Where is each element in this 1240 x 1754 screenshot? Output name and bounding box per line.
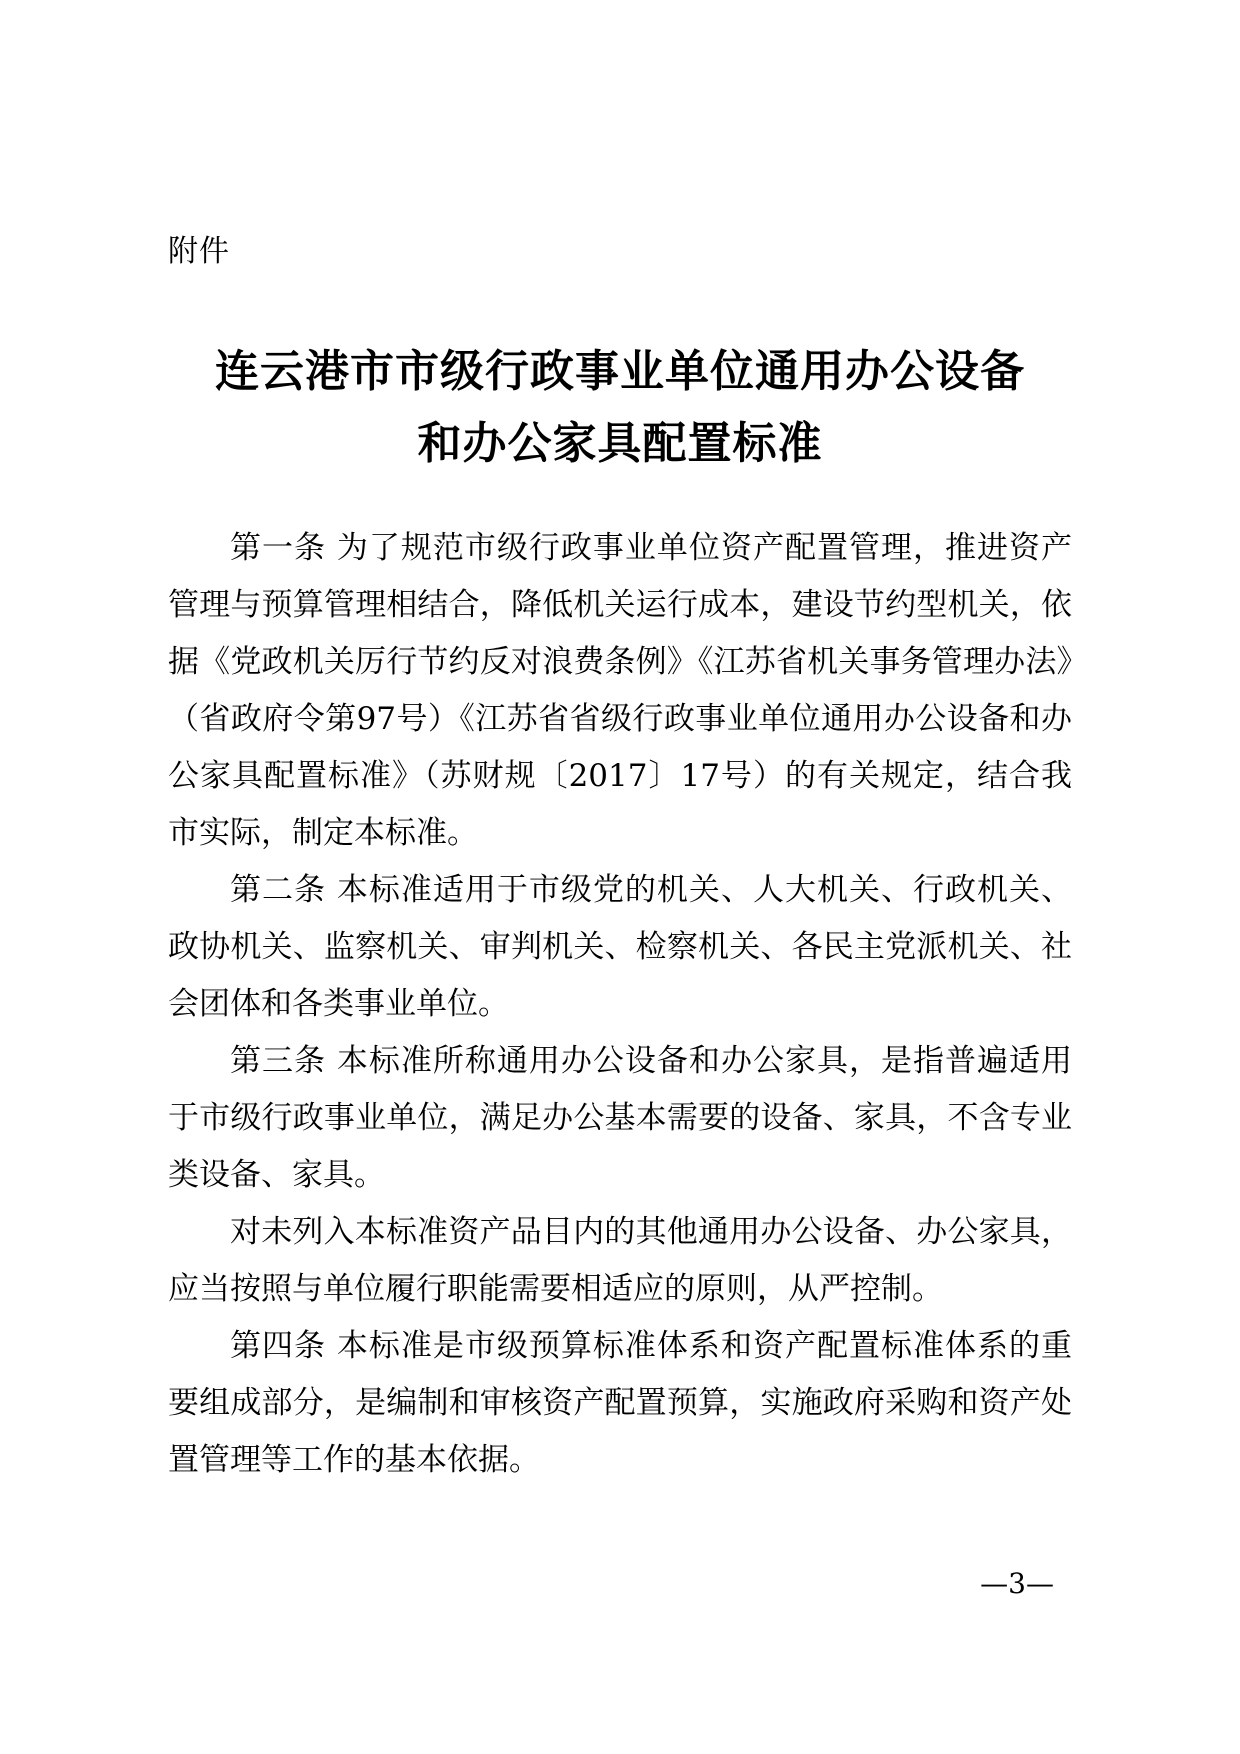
title-line-1: 连云港市市级行政事业单位通用办公设备 xyxy=(215,346,1025,397)
article-3-paragraph: 第三条 本标准所称通用办公设备和办公家具，是指普遍适用于市级行政事业单位，满足办公基本需要的设备、家具，不含专业类设备、家具。 xyxy=(168,1043,1072,1193)
article-3-supplement-paragraph: 对未列入本标准资产品目内的其他通用办公设备、办公家具，应当按照与单位履行职能需要相适应的原则，从严控制。 xyxy=(168,1214,1072,1307)
title-line-2: 和办公家具配置标准 xyxy=(417,418,823,469)
document-title xyxy=(0,336,1240,480)
document-body xyxy=(168,520,1072,1489)
article-2-paragraph: 第二条 本标准适用于市级党的机关、人大机关、行政机关、政协机关、监察机关、审判机关、检察机关、各民主党派机关、社会团体和各类事业单位。 xyxy=(168,872,1072,1022)
article-1-paragraph: 第一条 为了规范市级行政事业单位资产配置管理，推进资产管理与预算管理相结合，降低机关运行成本，建设节约型机关，依据《党政机关厉行节约反对浪费条例》《江苏省机关事务管理办法》（省政府令第97号）《江苏省省级行政事业单位通用办公设备和办公家具配置标准》（苏财规〔2017〕17号）的有关规定，结合我市实际，制定本标准。 xyxy=(168,530,1072,851)
page-number: —3— xyxy=(980,1567,1054,1600)
attachment-label: 附件 xyxy=(168,234,230,269)
article-4-paragraph: 第四条 本标准是市级预算标准体系和资产配置标准体系的重要组成部分，是编制和审核资产配置预算，实施政府采购和资产处置管理等工作的基本依据。 xyxy=(168,1328,1072,1478)
